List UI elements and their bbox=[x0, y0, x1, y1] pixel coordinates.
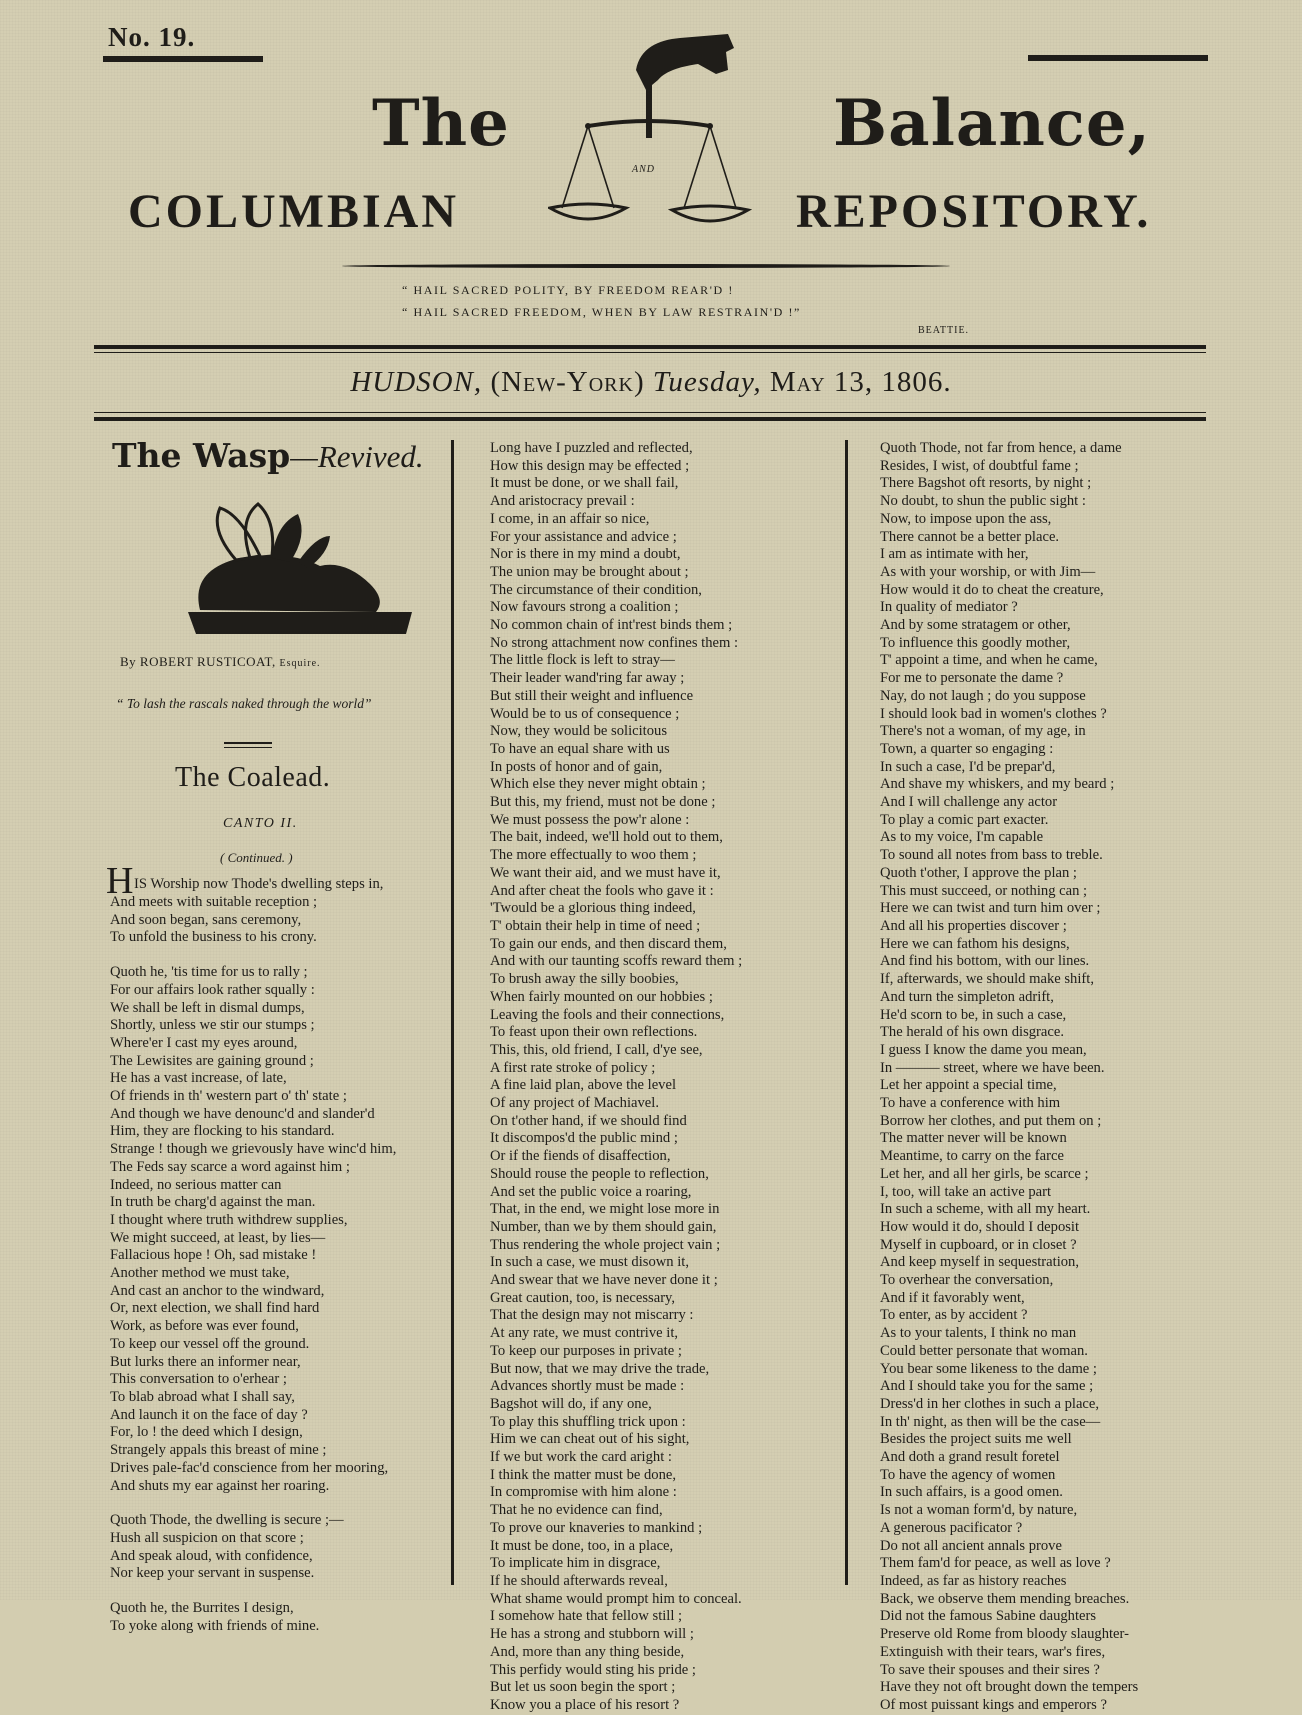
poem-line: Great caution, too, is necessary, bbox=[490, 1289, 676, 1306]
poem-line: If, afterwards, we should make shift, bbox=[880, 971, 1094, 988]
poem-line: To enter, as by accident ? bbox=[880, 1307, 1028, 1324]
poem-line: Him we can cheat out of his sight, bbox=[490, 1431, 690, 1448]
poem-line: To blab abroad what I shall say, bbox=[110, 1388, 295, 1405]
column-2-text bbox=[490, 440, 742, 1715]
motto-author: BEATTIE. bbox=[918, 325, 970, 336]
canto-label: CANTO II. bbox=[223, 816, 298, 831]
motto-line-1: “ HAIL SACRED POLITY, BY FREEDOM REAR'D ! bbox=[402, 283, 734, 297]
poem-line: That he no evidence can find, bbox=[490, 1502, 663, 1519]
poem-line: Would be to us of consequence ; bbox=[490, 705, 680, 722]
poem-line: Extinguish with their tears, war's fires, bbox=[880, 1643, 1106, 1660]
byline bbox=[120, 654, 321, 670]
poem-line: Nor keep your servant in suspense. bbox=[110, 1565, 315, 1582]
poem-line: Them fam'd for peace, as well as love ? bbox=[880, 1555, 1111, 1572]
poem-line: Let her, and all her girls, be scarce ; bbox=[880, 1165, 1089, 1182]
poem-line: Advances shortly must be made : bbox=[490, 1378, 685, 1395]
column-1-text bbox=[110, 894, 396, 1635]
poem-line: A fine laid plan, above the level bbox=[490, 1077, 677, 1094]
poem-line: This, this, old friend, I call, d'ye see, bbox=[490, 1041, 703, 1058]
poem-line: We want their aid, and we must have it, bbox=[490, 864, 721, 881]
poem-line: Or, next election, we shall find hard bbox=[110, 1300, 320, 1317]
poem-line: This perfidy would sting his pride ; bbox=[490, 1661, 696, 1678]
poem-line: And turn the simpleton adrift, bbox=[880, 988, 1054, 1005]
poem-line: It must be done, too, in a place, bbox=[490, 1537, 674, 1554]
poem-line: Where'er I cast my eyes around, bbox=[110, 1034, 298, 1051]
masthead-rule-left bbox=[103, 56, 263, 62]
dateline-rule-top bbox=[94, 345, 1206, 349]
dateline-place: HUDSON, bbox=[350, 366, 483, 398]
poem-line: As to my voice, I'm capable bbox=[880, 829, 1044, 846]
poem-line: To sound all notes from bass to treble. bbox=[880, 847, 1103, 864]
wasp-icon bbox=[180, 500, 420, 640]
poem-line: Have they not oft brought down the tempers bbox=[880, 1679, 1139, 1696]
poem-line: He'd scorn to be, in such a case, bbox=[880, 1006, 1067, 1023]
poem-line: Him, they are flocking to his standard. bbox=[110, 1123, 335, 1140]
poem-line: The Feds say scarce a word against him ; bbox=[110, 1158, 350, 1175]
poem-line: Indeed, no serious matter can bbox=[110, 1176, 282, 1193]
poem-line: But this, my friend, must not be done ; bbox=[490, 794, 716, 811]
poem-line: Of any project of Machiavel. bbox=[490, 1095, 659, 1112]
poem-line: In th' night, as then will be the case— bbox=[880, 1413, 1101, 1430]
poem-line: And all his properties discover ; bbox=[880, 917, 1067, 934]
poem-line: And shuts my ear against her roaring. bbox=[110, 1477, 330, 1494]
poem-line: T' obtain their help in time of need ; bbox=[490, 917, 701, 934]
poem-line: But let us soon begin the sport ; bbox=[490, 1679, 676, 1696]
poem-line: I, too, will take an active part bbox=[880, 1183, 1052, 1200]
poem-line: Now favours strong a coalition ; bbox=[490, 599, 679, 616]
poem-line: It discompos'd the public mind ; bbox=[490, 1130, 678, 1147]
poem-line: No doubt, to shun the public sight : bbox=[880, 493, 1086, 510]
hand-holding-scales-icon bbox=[548, 30, 758, 240]
poem-line: The circumstance of their condition, bbox=[490, 581, 702, 598]
poem-line: Is not a woman form'd, by nature, bbox=[880, 1502, 1078, 1519]
poem-line: A first rate stroke of policy ; bbox=[490, 1059, 656, 1076]
poem-line: Town, a quarter so engaging : bbox=[880, 740, 1054, 757]
title-the: The bbox=[372, 86, 510, 161]
poem-line: But still their weight and influence bbox=[490, 687, 694, 704]
poem-line: Drives pale-fac'd conscience from her mooring, bbox=[110, 1459, 389, 1476]
poem-line: To brush away the silly boobies, bbox=[490, 971, 679, 988]
poem-line: Quoth Thode, the dwelling is secure ;— bbox=[110, 1512, 344, 1529]
poem-line: I think the matter must be done, bbox=[490, 1466, 677, 1483]
ornament-rule-top bbox=[224, 742, 272, 744]
poem-line: Of friends in th' western part o' th' state ; bbox=[110, 1088, 347, 1105]
column-1-first-line: IS Worship now Thode's dwelling steps in, bbox=[134, 876, 384, 892]
poem-line: And keep myself in sequestration, bbox=[880, 1254, 1079, 1271]
dateline-rule-bottom bbox=[94, 417, 1206, 421]
poem-line: You bear some likeness to the dame ; bbox=[880, 1360, 1097, 1377]
poem-line: To play this shuffling trick upon : bbox=[490, 1413, 686, 1430]
poem-line: Number, than we by them should gain, bbox=[490, 1218, 717, 1235]
poem-line: To save their spouses and their sires ? bbox=[880, 1661, 1100, 1678]
poem-title: The Coalead. bbox=[175, 762, 331, 793]
poem-line: Fallacious hope ! Oh, sad mistake ! bbox=[110, 1247, 317, 1264]
poem-line: Preserve old Rome from bloody slaughter- bbox=[880, 1626, 1129, 1643]
dateline bbox=[0, 366, 1302, 399]
poem-line: I somehow hate that fellow still ; bbox=[490, 1608, 683, 1625]
poem-line: Did not the famous Sabine daughters bbox=[880, 1608, 1097, 1625]
poem-line: To have an equal share with us bbox=[490, 740, 670, 757]
poem-line bbox=[110, 1583, 396, 1600]
poem-line: There Bagshot oft resorts, by night ; bbox=[880, 475, 1092, 492]
poem-line: On t'other hand, if we should find bbox=[490, 1112, 687, 1129]
ornamental-rule bbox=[342, 264, 950, 268]
poem-line: And meets with suitable reception ; bbox=[110, 894, 318, 910]
poem-line: And aristocracy prevail : bbox=[490, 493, 635, 510]
poem-line: Now, to impose upon the ass, bbox=[880, 510, 1052, 527]
poem-line: To implicate him in disgrace, bbox=[490, 1555, 661, 1572]
poem-line: In quality of mediator ? bbox=[880, 599, 1018, 616]
poem-line: I should look bad in women's clothes ? bbox=[880, 705, 1107, 722]
poem-line: The matter never will be known bbox=[880, 1130, 1067, 1147]
poem-line: But now, that we may drive the trade, bbox=[490, 1360, 710, 1377]
poem-line: To have the agency of women bbox=[880, 1466, 1056, 1483]
poem-line: Or if the fiends of disaffection, bbox=[490, 1148, 671, 1165]
poem-line: That, in the end, we might lose more in bbox=[490, 1201, 720, 1218]
poem-line: And find his bottom, with our lines. bbox=[880, 953, 1090, 970]
poem-line: To keep our vessel off the ground. bbox=[110, 1335, 310, 1352]
dateline-state: (New-York) bbox=[490, 366, 645, 398]
epigraph: “ To lash the rascals naked through the world” bbox=[116, 696, 372, 711]
poem-line: How would it do to cheat the creature, bbox=[880, 581, 1104, 598]
poem-line: And I should take you for the same ; bbox=[880, 1378, 1094, 1395]
poem-line: And cast an anchor to the windward, bbox=[110, 1282, 325, 1299]
poem-line: Here we can fathom his designs, bbox=[880, 935, 1070, 952]
poem-line: Dress'd in her clothes in such a place, bbox=[880, 1395, 1100, 1412]
poem-line: To gain our ends, and then discard them, bbox=[490, 935, 727, 952]
column-divider-2 bbox=[845, 440, 848, 1585]
poem-line: The herald of his own disgrace. bbox=[880, 1024, 1064, 1041]
poem-line: And shave my whiskers, and my beard ; bbox=[880, 776, 1115, 793]
poem-line: That the design may not miscarry : bbox=[490, 1307, 694, 1324]
poem-line: Bagshot will do, if any one, bbox=[490, 1395, 652, 1412]
poem-line: I thought where truth withdrew supplies, bbox=[110, 1211, 348, 1228]
poem-line: Which else they never might obtain ; bbox=[490, 776, 706, 793]
poem-line bbox=[110, 947, 396, 964]
poem-line: What shame would prompt him to conceal. bbox=[490, 1590, 742, 1607]
poem-line: And swear that we have never done it ; bbox=[490, 1272, 718, 1289]
poem-line: Indeed, as far as history reaches bbox=[880, 1573, 1067, 1589]
wasp-title: The Wasp bbox=[112, 436, 291, 475]
poem-line: To unfold the business to his crony. bbox=[110, 929, 317, 946]
poem-line: Back, we observe them mending breaches. bbox=[880, 1590, 1130, 1607]
ornament-rule-bottom bbox=[224, 747, 272, 748]
column-divider-1 bbox=[451, 440, 454, 1585]
poem-line: In posts of honor and of gain, bbox=[490, 758, 663, 775]
column-3-text bbox=[880, 440, 1138, 1715]
title-and: AND bbox=[632, 164, 655, 175]
poem-line: For me to personate the dame ? bbox=[880, 670, 1064, 687]
poem-line: Thus rendering the whole project vain ; bbox=[490, 1236, 721, 1253]
dateline-weekday: Tuesday, bbox=[652, 366, 762, 398]
poem-line: Work, as before was ever found, bbox=[110, 1318, 299, 1335]
poem-line: To yoke along with friends of mine. bbox=[110, 1617, 320, 1634]
poem-line: Strangely appals this breast of mine ; bbox=[110, 1442, 327, 1459]
poem-line: No common chain of int'rest binds them ; bbox=[490, 617, 733, 634]
poem-line: To feast upon their own reflections. bbox=[490, 1024, 698, 1041]
poem-line: How would it do, should I deposit bbox=[880, 1218, 1080, 1235]
dateline-date: May 13, 1806. bbox=[769, 366, 952, 398]
poem-line: Quoth he, 'tis time for us to rally ; bbox=[110, 964, 308, 981]
poem-line: But lurks there an informer near, bbox=[110, 1353, 301, 1370]
poem-line: Now, they would be solicitous bbox=[490, 723, 667, 740]
poem-line: It must be done, or we shall fail, bbox=[490, 475, 679, 492]
issue-number: No. 19. bbox=[108, 22, 196, 52]
dateline-rule-bottom-thin bbox=[94, 412, 1206, 413]
poem-line: We might succeed, at least, by lies— bbox=[110, 1229, 326, 1246]
poem-line: To influence this goodly mother, bbox=[880, 634, 1071, 651]
poem-line: The union may be brought about ; bbox=[490, 563, 689, 580]
poem-line: Shortly, unless we stir our stumps ; bbox=[110, 1017, 315, 1034]
poem-line: And though we have denounc'd and slander'd bbox=[110, 1105, 375, 1122]
poem-line: Should rouse the people to reflection, bbox=[490, 1165, 709, 1182]
poem-line: Long have I puzzled and reflected, bbox=[490, 440, 693, 456]
poem-line: For, lo ! the deed which I design, bbox=[110, 1424, 303, 1441]
poem-line: Quoth he, the Burrites I design, bbox=[110, 1600, 294, 1617]
poem-line: Here we can twist and turn him over ; bbox=[880, 900, 1101, 917]
poem-line: And I will challenge any actor bbox=[880, 794, 1058, 811]
poem-line: And soon began, sans ceremony, bbox=[110, 911, 302, 928]
poem-line: Besides the project suits me well bbox=[880, 1431, 1072, 1448]
poem-line: Myself in cupboard, or in closet ? bbox=[880, 1236, 1077, 1253]
poem-line: I am as intimate with her, bbox=[880, 546, 1029, 563]
author-title: Esquire. bbox=[279, 658, 321, 669]
poem-line: Strange ! though we grievously have winc'd him, bbox=[110, 1141, 397, 1158]
drop-cap: H bbox=[106, 860, 134, 902]
poem-line: Resides, I wist, of doubtful fame ; bbox=[880, 457, 1079, 474]
poem-line: Let her appoint a special time, bbox=[880, 1077, 1057, 1094]
poem-line: Nay, do not laugh ; do you suppose bbox=[880, 687, 1086, 704]
poem-line: Know you a place of his resort ? bbox=[490, 1696, 680, 1713]
poem-line: In ——— street, where we have been. bbox=[880, 1059, 1105, 1076]
poem-line: And if it favorably went, bbox=[880, 1289, 1025, 1306]
poem-line: If we but work the card aright : bbox=[490, 1449, 672, 1466]
poem-line: He has a strong and stubborn will ; bbox=[490, 1626, 694, 1643]
author-name: By ROBERT RUSTICOAT, bbox=[120, 654, 276, 669]
poem-line: Quoth t'other, I approve the plan ; bbox=[880, 864, 1077, 881]
poem-line: He has a vast increase, of late, bbox=[110, 1070, 287, 1087]
poem-line: How this design may be effected ; bbox=[490, 457, 690, 474]
poem-line: I guess I know the dame you mean, bbox=[880, 1041, 1087, 1058]
poem-line: We shall be left in dismal dumps, bbox=[110, 999, 305, 1016]
poem-line: To have a conference with him bbox=[880, 1095, 1061, 1112]
poem-line: Meantime, to carry on the farce bbox=[880, 1148, 1064, 1165]
revived-label: —Revived. bbox=[290, 439, 424, 474]
masthead-rule-right bbox=[1028, 55, 1208, 61]
poem-line: And with our taunting scoffs reward them ; bbox=[490, 953, 743, 970]
poem-line bbox=[110, 1495, 396, 1512]
poem-line: T' appoint a time, and when he came, bbox=[880, 652, 1098, 669]
poem-line: When fairly mounted on our hobbies ; bbox=[490, 988, 713, 1005]
poem-line: And by some stratagem or other, bbox=[880, 617, 1071, 634]
poem-line: The little flock is left to stray— bbox=[490, 652, 675, 669]
poem-line: In compromise with him alone : bbox=[490, 1484, 677, 1501]
poem-line: The Lewisites are gaining ground ; bbox=[110, 1052, 314, 1069]
article-header bbox=[112, 436, 424, 475]
poem-line: In such a case, we must disown it, bbox=[490, 1254, 690, 1271]
poem-line: And, more than any thing beside, bbox=[490, 1643, 685, 1660]
poem-line: Borrow her clothes, and put them on ; bbox=[880, 1112, 1102, 1129]
poem-line: Could better personate that woman. bbox=[880, 1342, 1088, 1359]
motto-line-2: “ HAIL SACRED FREEDOM, WHEN BY LAW RESTRAIN'D !” bbox=[402, 305, 801, 319]
poem-line: And set the public voice a roaring, bbox=[490, 1183, 692, 1200]
poem-line: Of most puissant kings and emperors ? bbox=[880, 1696, 1107, 1713]
poem-line: This conversation to o'erhear ; bbox=[110, 1371, 287, 1388]
poem-line: To keep our purposes in private ; bbox=[490, 1342, 682, 1359]
poem-line: To play a comic part exacter. bbox=[880, 811, 1049, 828]
poem-line: And after cheat the fools who gave it : bbox=[490, 882, 714, 899]
poem-line: Leaving the fools and their connections, bbox=[490, 1006, 725, 1023]
poem-line: Their leader wand'ring far away ; bbox=[490, 670, 685, 687]
poem-line: Hush all suspicion on that score ; bbox=[110, 1529, 304, 1546]
poem-line: To prove our knaveries to mankind ; bbox=[490, 1519, 703, 1536]
title-balance: Balance, bbox=[833, 86, 1151, 161]
poem-line: In such affairs, is a good omen. bbox=[880, 1484, 1063, 1501]
poem-line: As to your talents, I think no man bbox=[880, 1325, 1077, 1342]
poem-line: For your assistance and advice ; bbox=[490, 528, 677, 545]
poem-line: To overhear the conversation, bbox=[880, 1272, 1054, 1289]
poem-line: The bait, indeed, we'll hold out to them, bbox=[490, 829, 723, 846]
continued-label: ( Continued. ) bbox=[220, 850, 293, 865]
poem-line: I come, in an affair so nice, bbox=[490, 510, 650, 527]
poem-line: In truth be charg'd against the man. bbox=[110, 1194, 316, 1211]
poem-line: Do not all ancient annals prove bbox=[880, 1537, 1062, 1554]
poem-line: A generous pacificator ? bbox=[880, 1519, 1023, 1536]
poem-line: Quoth Thode, not far from hence, a dame bbox=[880, 440, 1122, 456]
poem-line: In such a case, I'd be prepar'd, bbox=[880, 758, 1056, 775]
poem-line: There's not a woman, of my age, in bbox=[880, 723, 1086, 740]
poem-line: If he should afterwards reveal, bbox=[490, 1573, 668, 1589]
title-repository: REPOSITORY. bbox=[796, 185, 1152, 238]
poem-line: At any rate, we must contrive it, bbox=[490, 1325, 679, 1342]
poem-line: We must possess the pow'r alone : bbox=[490, 811, 690, 828]
poem-line: And doth a grand result foretel bbox=[880, 1449, 1060, 1466]
dateline-rule-top-thin bbox=[94, 352, 1206, 353]
poem-line: For our affairs look rather squally : bbox=[110, 981, 315, 998]
poem-line: Nor is there in my mind a doubt, bbox=[490, 546, 681, 563]
poem-line: In such a scheme, with all my heart. bbox=[880, 1201, 1091, 1218]
poem-line: The more effectually to woo them ; bbox=[490, 847, 697, 864]
poem-line: As with your worship, or with Jim— bbox=[880, 563, 1096, 580]
title-columbian: COLUMBIAN bbox=[128, 185, 460, 238]
poem-line: And speak aloud, with confidence, bbox=[110, 1547, 313, 1564]
poem-line: And launch it on the face of day ? bbox=[110, 1406, 308, 1423]
poem-line: Another method we must take, bbox=[110, 1265, 290, 1282]
poem-line: This must succeed, or nothing can ; bbox=[880, 882, 1088, 899]
poem-line: There cannot be a better place. bbox=[880, 528, 1060, 545]
poem-line: No strong attachment now confines them : bbox=[490, 634, 739, 651]
poem-line: 'Twould be a glorious thing indeed, bbox=[490, 900, 696, 917]
